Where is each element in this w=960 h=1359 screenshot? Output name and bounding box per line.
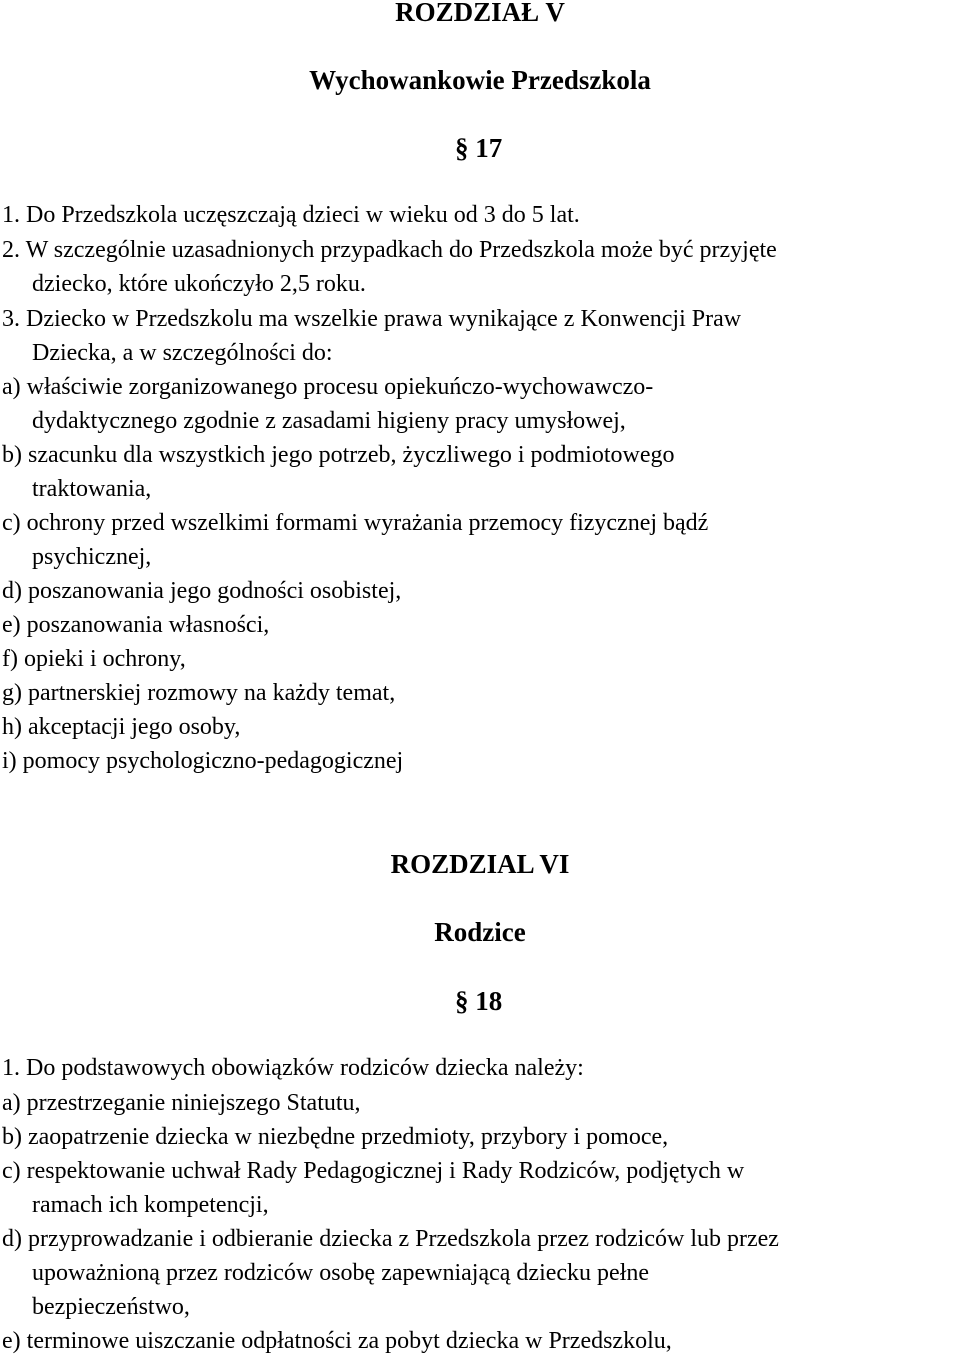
list-item-continuation: psychicznej,: [32, 544, 152, 570]
list-item: a) właściwie zorganizowanego procesu opiekuńczo-wychowawczo-: [2, 374, 654, 400]
list-item-continuation: ramach ich kompetencji,: [32, 1192, 269, 1218]
chapter-title: ROZDZIAŁ V: [395, 0, 565, 27]
section-number: § 17: [455, 133, 503, 163]
list-item: i) pomocy psychologiczno-pedagogicznej: [2, 748, 404, 774]
list-item: c) respektowanie uchwał Rady Pedagogicznej i Rady Rodziców, podjętych w: [2, 1158, 745, 1184]
list-item: 1. Do Przedszkola uczęszczają dzieci w wieku od 3 do 5 lat.: [2, 202, 580, 228]
list-item: b) szacunku dla wszystkich jego potrzeb, życzliwego i podmiotowego: [2, 442, 675, 468]
list-item-continuation: dziecko, które ukończyło 2,5 roku.: [32, 271, 366, 297]
list-item-continuation: upoważnioną przez rodziców osobę zapewniającą dziecku pełne: [32, 1260, 650, 1286]
list-item-continuation: bezpieczeństwo,: [32, 1294, 190, 1320]
chapter-subtitle: Rodzice: [434, 917, 526, 947]
list-item: a) przestrzeganie niniejszego Statutu,: [2, 1090, 361, 1116]
list-item-continuation: Dziecka, a w szczególności do:: [32, 340, 333, 366]
list-item: h) akceptacji jego osoby,: [2, 714, 241, 740]
list-item: d) przyprowadzanie i odbieranie dziecka z Przedszkola przez rodziców lub przez: [2, 1226, 779, 1252]
list-item-continuation: dydaktycznego zgodnie z zasadami higieny pracy umysłowej,: [32, 408, 626, 434]
list-item: g) partnerskiej rozmowy na każdy temat,: [2, 680, 396, 706]
list-item: 1. Do podstawowych obowiązków rodziców dziecka należy:: [2, 1055, 584, 1081]
list-item: c) ochrony przed wszelkimi formami wyrażania przemocy fizycznej bądź: [2, 510, 709, 536]
list-item: 2. W szczególnie uzasadnionych przypadkach do Przedszkola może być przyjęte: [2, 237, 777, 263]
chapter-title: ROZDZIAL VI: [390, 849, 570, 879]
chapter-subtitle: Wychowankowie Przedszkola: [309, 65, 651, 95]
section-number: § 18: [455, 986, 503, 1016]
list-item: f) opieki i ochrony,: [2, 646, 186, 672]
list-item: b) zaopatrzenie dziecka w niezbędne przedmioty, przybory i pomoce,: [2, 1124, 669, 1150]
list-item: e) terminowe uiszczanie odpłatności za pobyt dziecka w Przedszkolu,: [2, 1328, 672, 1354]
list-item-continuation: traktowania,: [32, 476, 152, 502]
list-item: 3. Dziecko w Przedszkolu ma wszelkie prawa wynikające z Konwencji Praw: [2, 306, 742, 332]
list-item: e) poszanowania własności,: [2, 612, 270, 638]
list-item: d) poszanowania jego godności osobistej,: [2, 578, 402, 604]
